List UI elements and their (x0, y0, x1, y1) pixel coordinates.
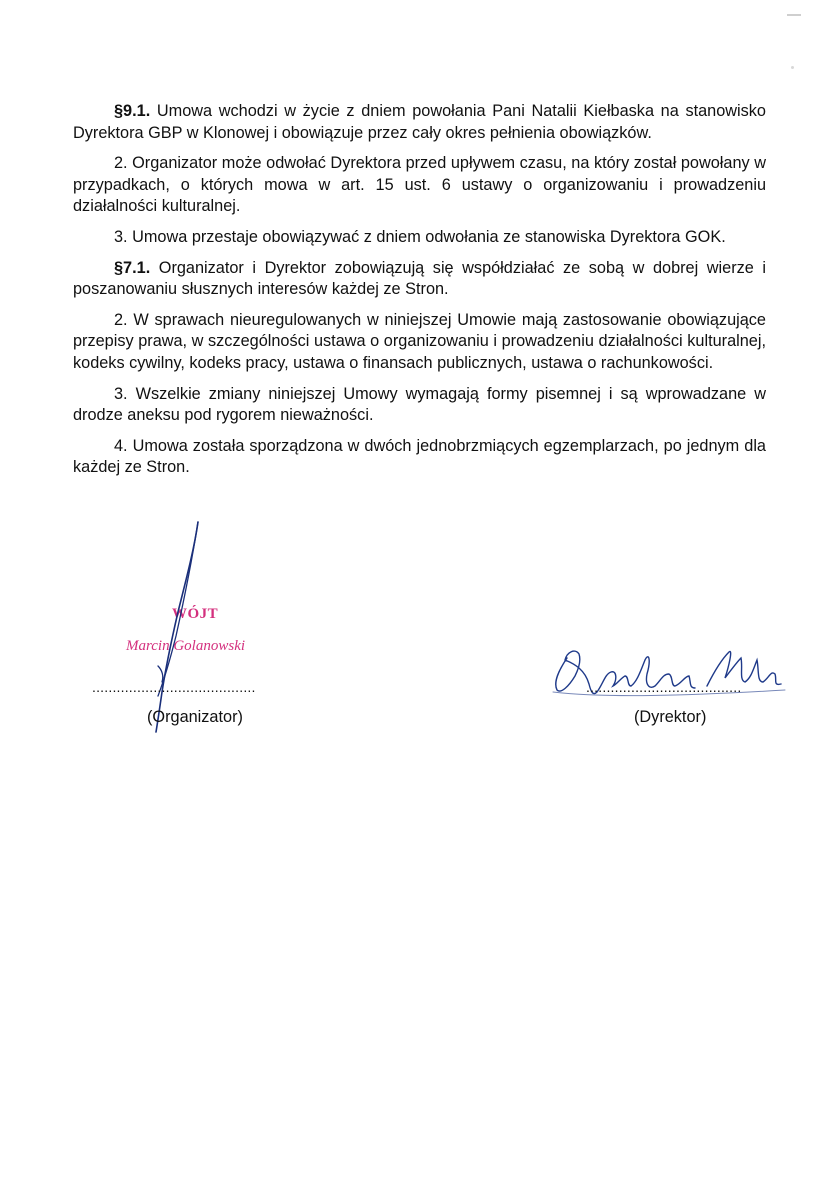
director-signature-line: ...................................... (586, 679, 742, 695)
paragraph-text: 4. Umowa została sporządzona w dwóch jednobrzmiących egzemplarzach, po jednym dla każdej ze Stron. (73, 436, 766, 477)
paragraph (73, 258, 766, 301)
paragraph (73, 384, 766, 427)
paragraph-text: 3. Wszelkie zmiany niniejszej Umowy wymagają formy pisemnej i są wprowadzane w drodze aneksu pod rygorem nieważności. (73, 384, 766, 425)
paragraph (73, 153, 766, 218)
stamp-title: WÓJT (172, 606, 219, 622)
organizer-signature (140, 520, 220, 740)
paragraph-lead: §9.1. (114, 102, 151, 120)
organizer-signature-line: ........................................ (92, 679, 256, 695)
paragraph-text: Organizator i Dyrektor zobowiązują się współdziałać ze sobą w dobrej wierze i poszanowaniu słusznych interesów każdej ze Stron. (73, 258, 766, 299)
director-label: (Dyrektor) (634, 708, 707, 726)
paragraph-lead: §7.1. (114, 258, 151, 277)
stamp-name: Marcin Golanowski (126, 638, 246, 654)
paragraph-text: 2. W sprawach nieuregulowanych w niniejszej Umowie mają zastosowanie obowiązujące przepisy prawa, w szczególności ustawa o organizowaniu i prowadzeniu działalności kulturalnej, kodeks cywilny, kodeks pracy, ustawa o finansach publicznych, ustawa o rachunkowości. (73, 310, 766, 372)
paragraph-text: 2. Organizator może odwołać Dyrektora przed upływem czasu, na który został powołany w przypadkach, o których mowa w art. 15 ust. 6 ustawy o organizowaniu i prowadzeniu działalności kulturalnej. (73, 154, 766, 216)
paragraph-text: 3. Umowa przestaje obowiązywać z dniem odwołania ze stanowiska Dyrektora GOK. (114, 227, 726, 246)
scan-speck (791, 66, 794, 69)
paragraph (73, 101, 766, 144)
paragraph-text: Umowa wchodzi w życie z dniem powołania Pani Natalii Kiełbaska na stanowisko Dyrektora GBP w Klonowej i obowiązuje przez cały okres pełnienia obowiązków. (73, 102, 766, 142)
paragraph (73, 436, 766, 479)
organizer-label: (Organizator) (147, 708, 243, 726)
scan-mark (787, 14, 801, 16)
paragraph (73, 310, 766, 375)
contract-body (73, 101, 766, 488)
paragraph (73, 227, 766, 249)
